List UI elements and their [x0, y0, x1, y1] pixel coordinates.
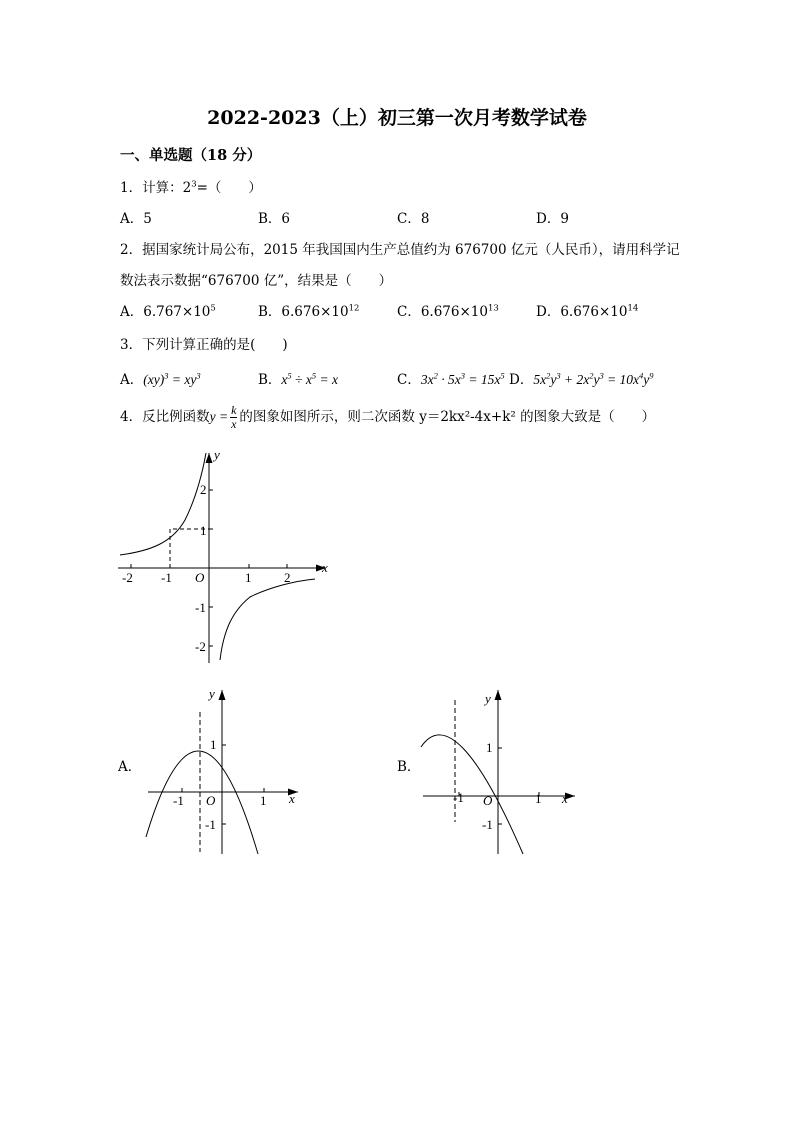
- x-tick-1: 1: [260, 793, 267, 808]
- y-tick-minus-1: -1: [205, 817, 216, 832]
- y-axis-arrow: [206, 453, 213, 463]
- q2-option-b: B．$6.676\times 10^{12}$: [258, 303, 360, 320]
- x-tick-1: 1: [245, 570, 252, 585]
- q1-option-c: C．8: [397, 211, 430, 227]
- q3-option-d: D．$5x^2y^3 + 2x^2y^3 = 10x^4y^9$: [509, 370, 654, 388]
- y-tick-2: 2: [200, 482, 207, 497]
- q1-option-d: D．9: [536, 211, 569, 227]
- hyperbola-branch-left: [120, 453, 206, 555]
- question-1-stem: 1．计算：$2^3=$（ ）: [120, 179, 262, 196]
- y-axis-label: y: [485, 691, 491, 706]
- y-axis-arrow: [219, 690, 226, 700]
- y-tick-1: 1: [486, 740, 493, 755]
- x-tick-minus-1: -1: [161, 570, 172, 585]
- option-a-parabola-graph: [140, 682, 310, 857]
- q3-option-b: B．$x^5 \div x^5 = x$: [258, 370, 338, 388]
- x-tick-2: 2: [284, 570, 291, 585]
- q2-option-c: C．$6.676\times 10^{13}$: [397, 303, 499, 320]
- question-2-line-2: 数法表示数据“676700 亿”，结果是（ ）: [120, 273, 393, 289]
- q3-option-a: A．$(xy)^3 = xy^3$: [120, 370, 201, 388]
- x-tick-minus-1: -1: [453, 790, 464, 805]
- hyperbola-graph: [110, 445, 340, 665]
- y-tick-minus-2: -2: [195, 639, 206, 654]
- x-axis-label: x: [322, 560, 328, 575]
- q2-option-a: A．$6.767\times 10^5$: [120, 303, 216, 320]
- section-heading: 一、单选题（18 分）: [120, 147, 262, 164]
- q1-option-b: B．6: [258, 211, 291, 227]
- q4-option-a-label: A．: [118, 759, 142, 775]
- x-axis-label: x: [289, 791, 295, 806]
- x-tick-minus-1: -1: [173, 793, 184, 808]
- y-axis-label: y: [214, 447, 220, 462]
- q3-option-c: C．$3x^2 \cdot 5x^3 = 15x^5$: [397, 370, 505, 388]
- y-tick-1: 1: [210, 737, 217, 752]
- y-tick-minus-1: -1: [195, 600, 206, 615]
- hyperbola-branch-right: [220, 579, 315, 660]
- x-tick-minus-2: -2: [122, 570, 133, 585]
- y-tick-minus-1: -1: [482, 817, 493, 832]
- q1-option-a: A．5: [120, 211, 152, 227]
- y-tick-1: 1: [200, 523, 207, 538]
- parabola-curve: [146, 751, 258, 854]
- question-3-stem: 3．下列计算正确的是( ): [120, 337, 288, 353]
- origin-label: O: [206, 793, 216, 808]
- question-2-line-1: 2．据国家统计局公布，2015 年我国国内生产总值约为 676700 亿元（人民币），请用科学记: [120, 242, 680, 258]
- parabola-curve: [421, 735, 523, 854]
- x-tick-1: 1: [535, 791, 542, 806]
- q2-option-d: D．$6.676\times 10^{14}$: [536, 303, 639, 320]
- x-axis-label: x: [562, 791, 568, 806]
- option-b-parabola-graph: [415, 682, 585, 857]
- question-4-stem: 4．反比例函数y = $\frac{k}{x}$ 的图象如图所示，则二次函数 y＝2kx²-4x+k² 的图象大致是（ ）: [120, 403, 656, 431]
- page-title: 2022-2023（上）初三第一次月考数学试卷: [207, 107, 587, 129]
- origin-label: O: [483, 793, 493, 808]
- q4-option-b-label: B．: [397, 759, 421, 775]
- y-axis-arrow: [495, 690, 502, 700]
- fraction-k-over-x: $\frac{k}{x}$: [231, 403, 237, 431]
- origin-label: O: [195, 570, 205, 585]
- y-axis-label: y: [209, 686, 215, 701]
